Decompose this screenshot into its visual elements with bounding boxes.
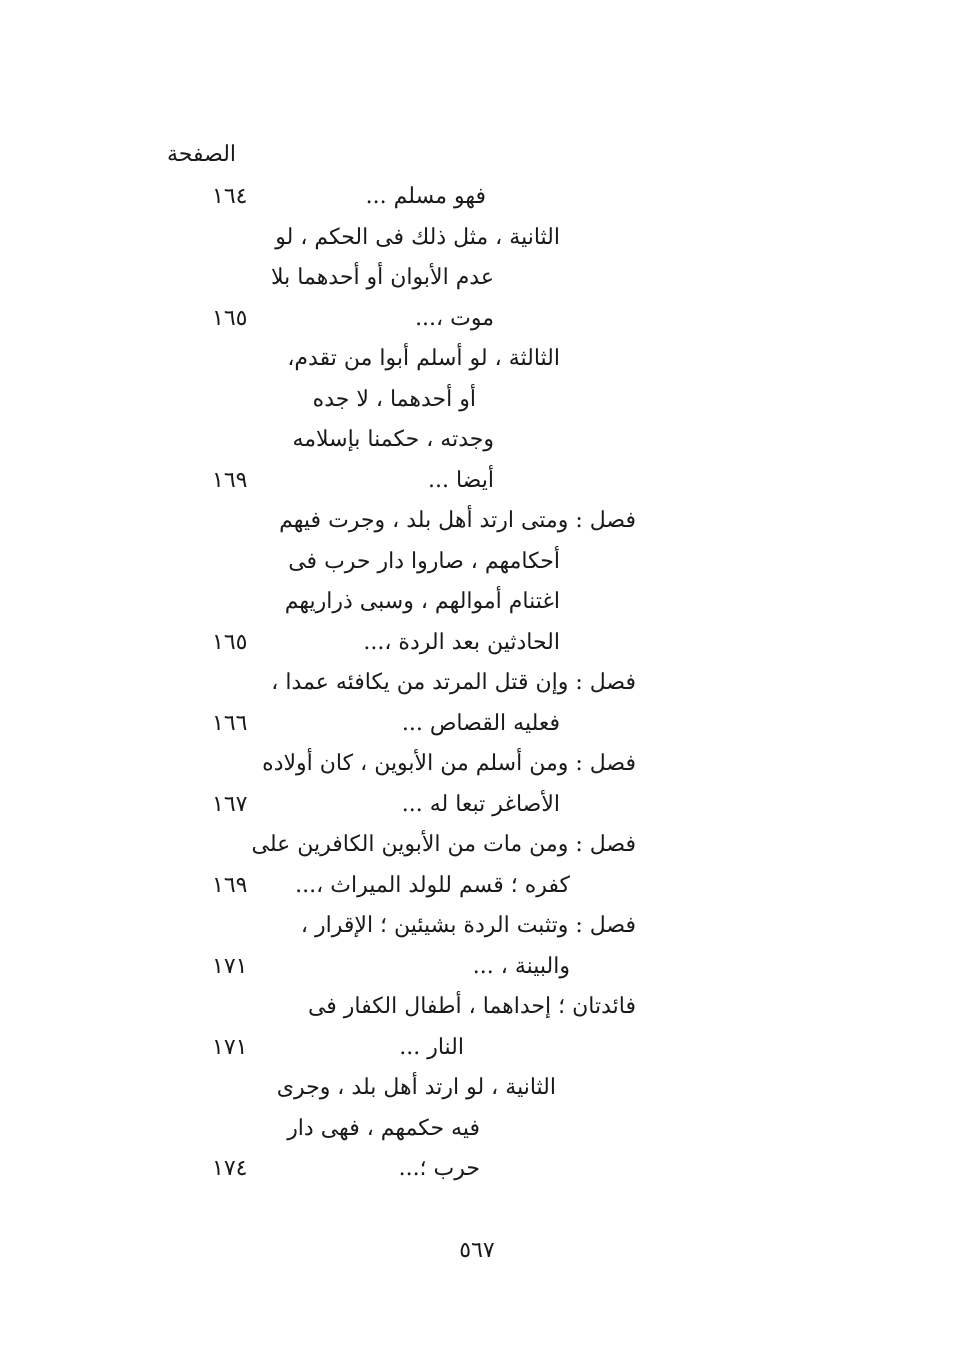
entry-line: أحكامهم ، صاروا دار حرب فى <box>288 549 560 574</box>
entry-line: فيه حكمهم ، فهى دار <box>287 1116 480 1141</box>
entry-line: الثالثة ، لو أسلم أبوا من تقدم، <box>287 346 560 371</box>
page-number: ١٦٤ <box>212 184 248 209</box>
entry-line: عدم الأبوان أو أحدهما بلا <box>271 265 494 290</box>
page-column-heading: الصفحة <box>167 142 237 167</box>
page-number: ١٦٥ <box>212 306 248 331</box>
entry-line: فصل : وتثبت الردة بشيئين ؛ الإقرار ، <box>300 913 636 938</box>
entry-line: موت ،... <box>415 306 494 331</box>
page-number: ١٧٤ <box>212 1156 248 1181</box>
entry-line: والبينة ، ... <box>472 954 570 979</box>
entry-line: الحادثين بعد الردة ،... <box>363 630 560 655</box>
page-number: ١٧١ <box>212 1035 248 1060</box>
entry-line: حرب ؛... <box>398 1156 480 1181</box>
entry-line: فعليه القصاص ... <box>401 711 560 736</box>
entry-line: أيضا ... <box>428 468 494 493</box>
page-number: ١٦٧ <box>212 792 248 817</box>
entry-line: أو أحدهما ، لا جده <box>312 387 476 412</box>
page-number: ١٦٥ <box>212 630 248 655</box>
entry-line: فصل : ومتى ارتد أهل بلد ، وجرت فيهم <box>279 508 636 533</box>
entry-line: وجدته ، حكمنا بإسلامه <box>292 427 494 452</box>
entry-line: النار ... <box>399 1035 464 1060</box>
entry-line: فصل : وإن قتل المرتد من يكافئه عمدا ، <box>271 670 636 695</box>
entry-line: الثانية ، مثل ذلك فى الحكم ، لو <box>275 225 560 250</box>
entry-line: فصل : ومن مات من الأبوين الكافرين على <box>251 832 636 857</box>
page-number: ١٦٩ <box>212 468 248 493</box>
entry-line: فائدتان ؛ إحداهما ، أطفال الكفار فى <box>307 994 636 1019</box>
entry-line: فصل : ومن أسلم من الأبوين ، كان أولاده <box>262 751 636 776</box>
entry-line: الثانية ، لو ارتد أهل بلد ، وجرى <box>276 1075 556 1100</box>
page-number: ١٦٩ <box>212 873 248 898</box>
entry-line: فهو مسلم ... <box>365 184 486 209</box>
folio-page-number: ٥٦٧ <box>459 1238 495 1263</box>
entry-line: اغتنام أموالهم ، وسبى ذراريهم <box>284 589 560 614</box>
entry-line: الأصاغر تبعا له ... <box>401 792 560 817</box>
entry-line: كفره ؛ قسم للولد الميراث ،... <box>295 873 570 898</box>
page-number: ١٦٦ <box>212 711 248 736</box>
page-number: ١٧١ <box>212 954 248 979</box>
